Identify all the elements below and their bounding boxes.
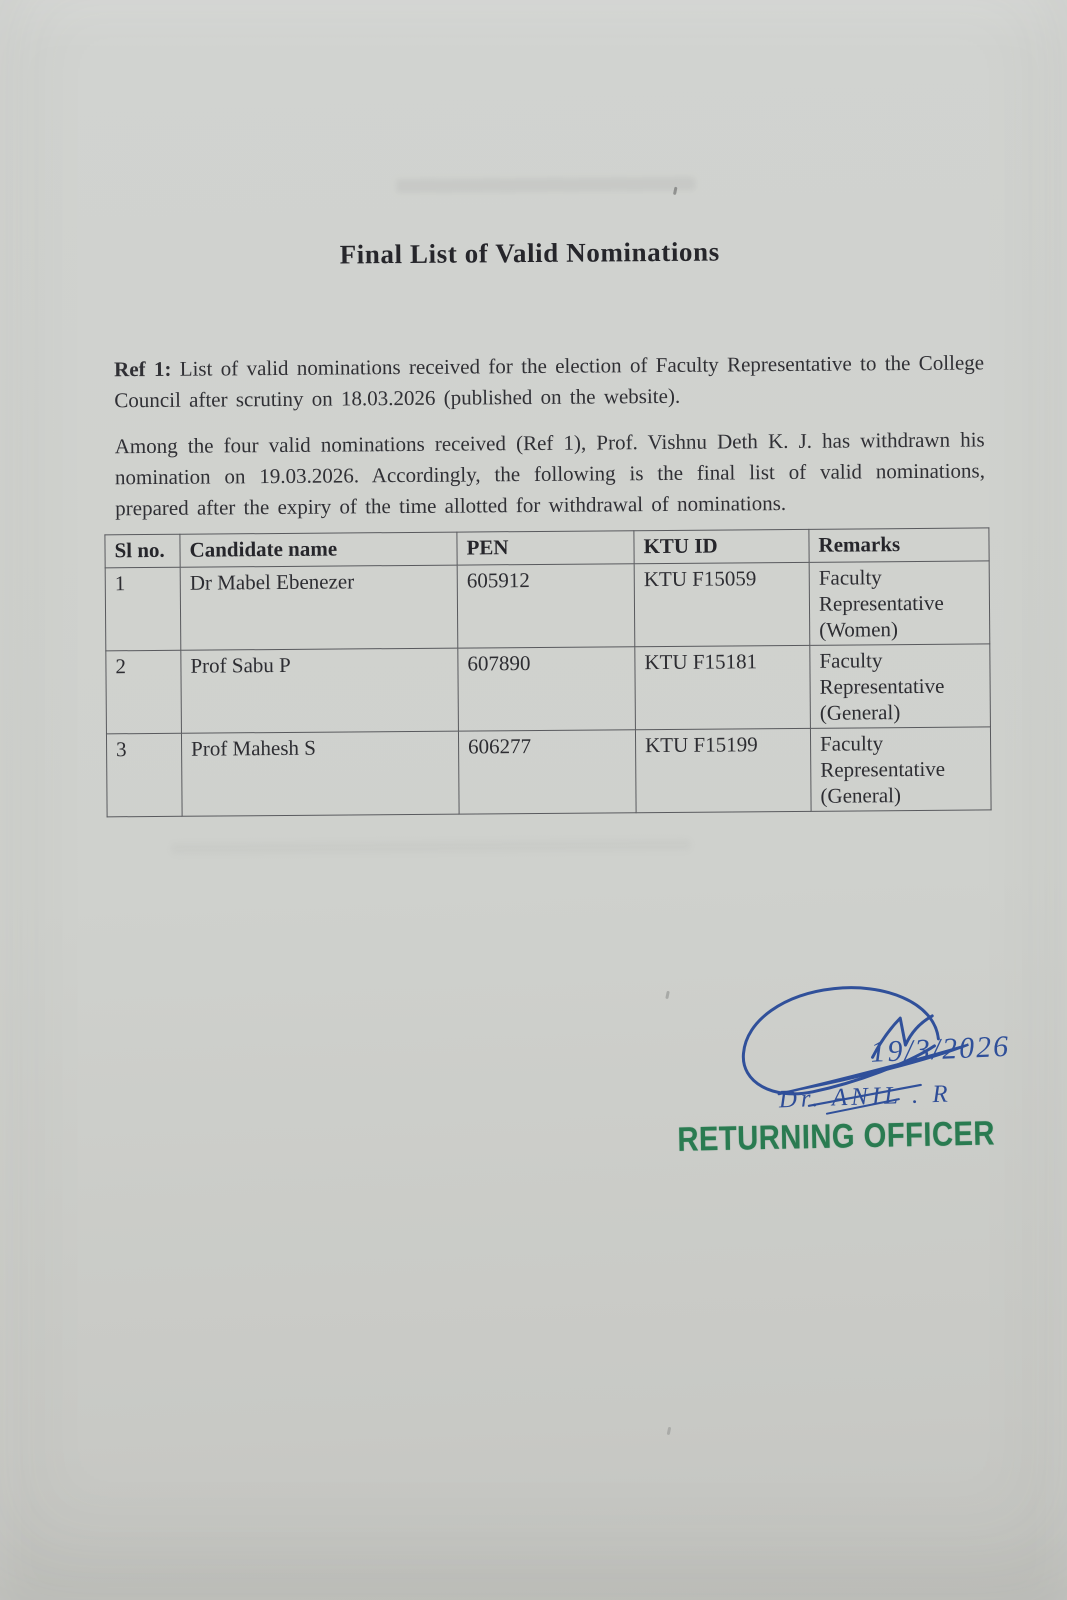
cell-pen: 605912 <box>457 564 635 648</box>
table-row <box>106 644 991 734</box>
cell-pen: 607890 <box>458 647 636 731</box>
paper-speck <box>665 991 670 999</box>
cell-name: Dr Mabel Ebenezer <box>180 565 458 650</box>
document-title: Final List of Valid Nominations <box>339 236 720 270</box>
signatory-name: Dr. ANIL . R <box>778 1080 953 1114</box>
cell-remarks: Faculty Representative (Women) <box>809 561 990 645</box>
cell-ktu: KTU F15059 <box>634 562 810 646</box>
header-candidate-name: Candidate name <box>180 532 457 567</box>
nominations-table <box>104 527 991 817</box>
returning-officer-stamp: RETURNING OFFICER <box>677 1114 996 1159</box>
header-remarks: Remarks <box>809 528 989 562</box>
cell-sl: 2 <box>106 650 182 734</box>
header-pen: PEN <box>457 531 634 565</box>
paragraph-ref1-lead: Ref 1: <box>114 356 172 382</box>
paragraph-ref1 <box>114 347 984 416</box>
cell-ktu: KTU F15181 <box>635 645 811 729</box>
header-sl-no: Sl no. <box>105 534 180 568</box>
cell-remarks: Faculty Representative (General) <box>810 727 991 811</box>
paper-speck <box>673 187 678 195</box>
cell-sl: 1 <box>105 567 181 651</box>
paragraph-withdrawal: Among the four valid nominations received (Ref 1), Prof. Vishnu Deth K. J. has withdrawn his nomination on 19.03.2026. Accordingly, the following is the final list of valid nominations, prepared after the expiry of the time allotted for withdrawal of nominations. <box>114 427 986 521</box>
paper-speck <box>667 1427 672 1435</box>
cell-pen: 606277 <box>458 730 636 814</box>
cell-ktu: KTU F15199 <box>635 728 811 812</box>
cell-remarks: Faculty Representative (General) <box>810 644 991 728</box>
cell-name: Prof Mahesh S <box>181 731 459 816</box>
cell-sl: 3 <box>106 733 182 817</box>
paper-smudge <box>396 177 696 193</box>
header-ktu-id: KTU ID <box>634 529 809 563</box>
paper-smudge <box>171 839 691 855</box>
paragraph-ref1-text: List of valid nominations received for the election of Faculty Representative to the College Council after scrutiny on 18.03.2026 (published on the website). <box>114 350 985 413</box>
table-row <box>105 561 990 651</box>
cell-name: Prof Sabu P <box>181 648 459 733</box>
signature-date: 19/3/2026 <box>869 1029 1011 1069</box>
table-row <box>106 727 991 817</box>
